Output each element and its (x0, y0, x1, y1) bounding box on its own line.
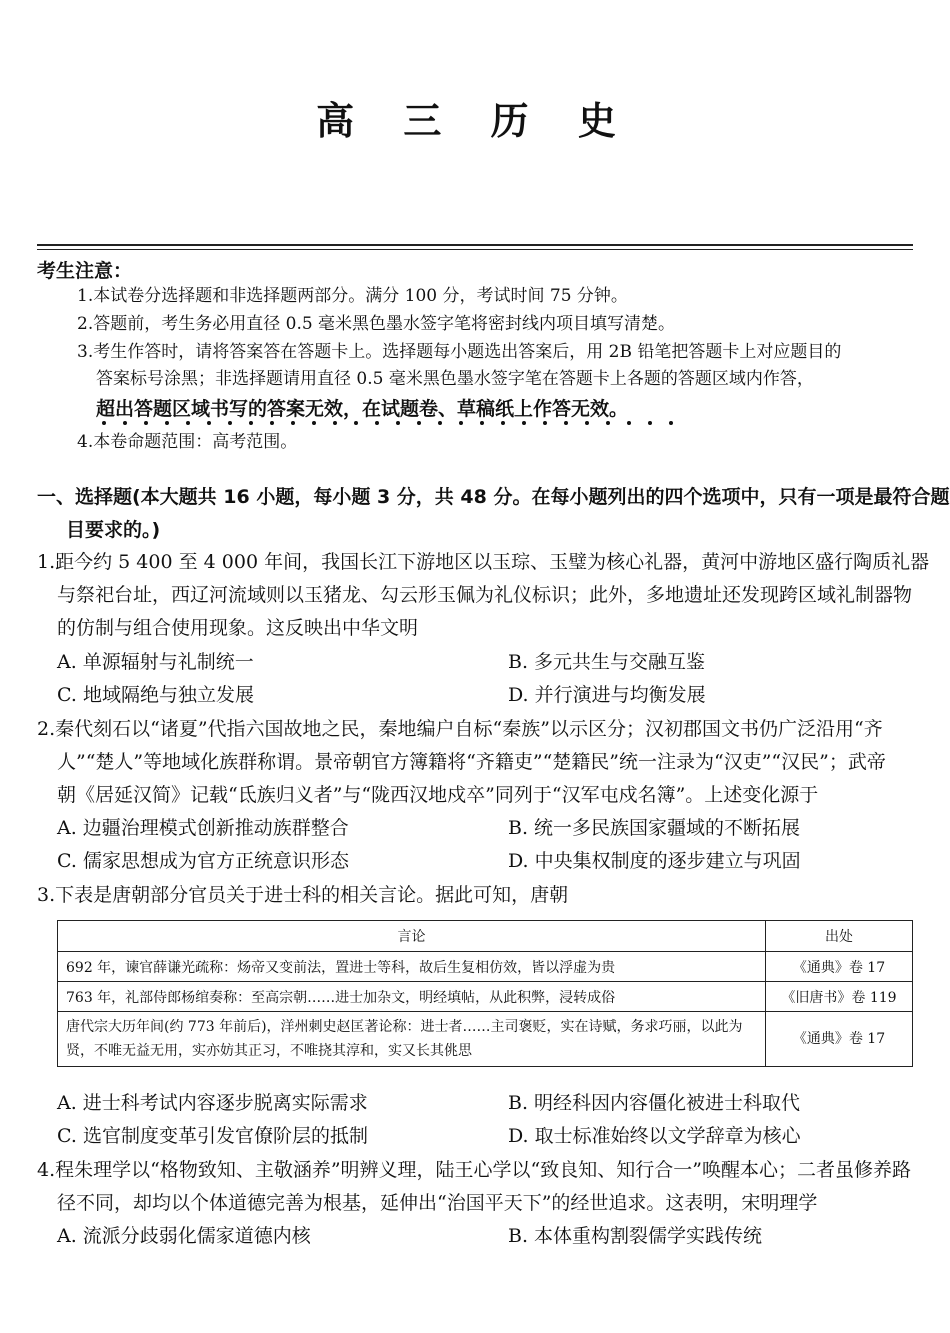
table-row (58, 1012, 913, 1067)
question-1-stem: 与祭祀台址，西辽河流域则以玉猪龙、勾云形玉佩为礼仪标识；此外，多地遗址还发现跨区域礼制器物 (57, 584, 913, 606)
emphasis-dots (96, 419, 696, 427)
notice-item: 4.本卷命题范围：高考范围。 (77, 432, 298, 452)
notice-item: 3.考生作答时，请将答案答在答题卡上。选择题每小题选出答案后，用 2B 铅笔把答题卡上对应题目的 (77, 342, 842, 362)
option-c[interactable]: C. 选官制度变革引发官僚阶层的抵制 (57, 1125, 368, 1147)
option-c[interactable]: C. 儒家思想成为官方正统意识形态 (57, 850, 349, 872)
option-d[interactable]: D. 并行演进与均衡发展 (508, 684, 706, 706)
option-a[interactable]: A. 进士科考试内容逐步脱离实际需求 (57, 1092, 368, 1114)
question-2-stem: 2.秦代刻石以“诸夏”代指六国故地之民，秦地编户自标“秦族”以示区分；汉初郡国文书仍广泛沿用“齐 (37, 718, 883, 740)
section-heading-cont: 目要求的。) (66, 519, 161, 541)
quotes-table (57, 920, 913, 1067)
source-cell: 《旧唐书》卷 119 (766, 982, 913, 1012)
option-d[interactable]: D. 取士标准始终以文学辞章为核心 (508, 1125, 801, 1147)
question-4-stem: 径不同，却均以个体道德完善为根基，延伸出“治国平天下”的经世追求。这表明，宋明理学 (57, 1192, 818, 1214)
option-b[interactable]: B. 明经科因内容僵化被进士科取代 (508, 1092, 801, 1114)
source-cell: 《通典》卷 17 (766, 952, 913, 982)
question-4-stem: 4.程朱理学以“格物致知、主敬涵养”明辨义理，陆王心学以“致良知、知行合一”唤醒本心；二者虽修养路 (37, 1159, 911, 1181)
source-cell: 《通典》卷 17 (766, 1012, 913, 1067)
option-a[interactable]: A. 边疆治理模式创新推动族群整合 (57, 817, 349, 839)
table-header-quote: 言论 (58, 921, 766, 952)
question-1-stem: 的仿制与组合使用现象。这反映出中华文明 (57, 617, 419, 639)
section-heading: 一、选择题(本大题共 16 小题，每小题 3 分，共 48 分。在每小题列出的四个选项中，只有一项是最符合题 (37, 486, 950, 508)
question-3-stem: 3.下表是唐朝部分官员关于进士科的相关言论。据此可知，唐朝 (37, 884, 569, 906)
option-b[interactable]: B. 统一多民族国家疆域的不断拓展 (508, 817, 801, 839)
notice-item: 1.本试卷分选择题和非选择题两部分。满分 100 分，考试时间 75 分钟。 (77, 286, 628, 306)
table-row (58, 952, 913, 982)
quote-cell: 唐代宗大历年间(约 773 年前后)，洋州刺史赵匡著论称：进士者……主司褒贬，实在诗赋，务求巧丽，以此为贤，不唯无益无用，实亦妨其正习，不唯挠其淳和，实又长其佻思 (58, 1012, 766, 1067)
option-a[interactable]: A. 单源辐射与礼制统一 (57, 651, 254, 673)
option-b[interactable]: B. 多元共生与交融互鉴 (508, 651, 706, 673)
page-title: 高 三 历 史 (316, 98, 634, 143)
quote-cell: 763 年，礼部侍郎杨绾奏称：至高宗朝……进士加杂文，明经填帖，从此积弊，浸转成俗 (58, 982, 766, 1012)
notice-emphasis: 超出答题区域书写的答案无效，在试题卷、草稿纸上作答无效。 (96, 398, 629, 420)
quote-cell: 692 年，谏官薛谦光疏称：炀帝又变前法，置进士等科，故后生复相仿效，皆以浮虚为贵 (58, 952, 766, 982)
option-b[interactable]: B. 本体重构割裂儒学实践传统 (508, 1225, 763, 1247)
option-c[interactable]: C. 地域隔绝与独立发展 (57, 684, 254, 706)
question-2-stem: 朝《居延汉简》记载“氐族归义者”与“陇西汉地戍卒”同列于“汉军屯戍名簿”。上述变化源于 (57, 784, 819, 806)
question-2-stem: 人”“楚人”等地域化族群称谓。景帝朝官方簿籍将“齐籍吏”“楚籍民”统一注录为“汉吏”“汉民”；武帝 (57, 751, 886, 773)
table-header-source: 出处 (766, 921, 913, 952)
notice-item: 答案标号涂黑；非选择题请用直径 0.5 毫米黑色墨水签字笔在答题卡上各题的答题区域内作答， (96, 369, 814, 389)
option-d[interactable]: D. 中央集权制度的逐步建立与巩固 (508, 850, 801, 872)
notice-item: 2.答题前，考生务必用直径 0.5 毫米黑色墨水签字笔将密封线内项目填写清楚。 (77, 314, 676, 334)
table-header-row (58, 921, 913, 952)
option-a[interactable]: A. 流派分歧弱化儒家道德内核 (57, 1225, 311, 1247)
header-rule-thick (37, 244, 913, 246)
notice-heading: 考生注意： (37, 260, 133, 282)
header-rule-thin (37, 249, 913, 250)
table-row (58, 982, 913, 1012)
question-1-stem: 1.距今约 5 400 至 4 000 年间，我国长江下游地区以玉琮、玉璧为核心礼器，黄河中游地区盛行陶质礼器 (37, 551, 930, 573)
